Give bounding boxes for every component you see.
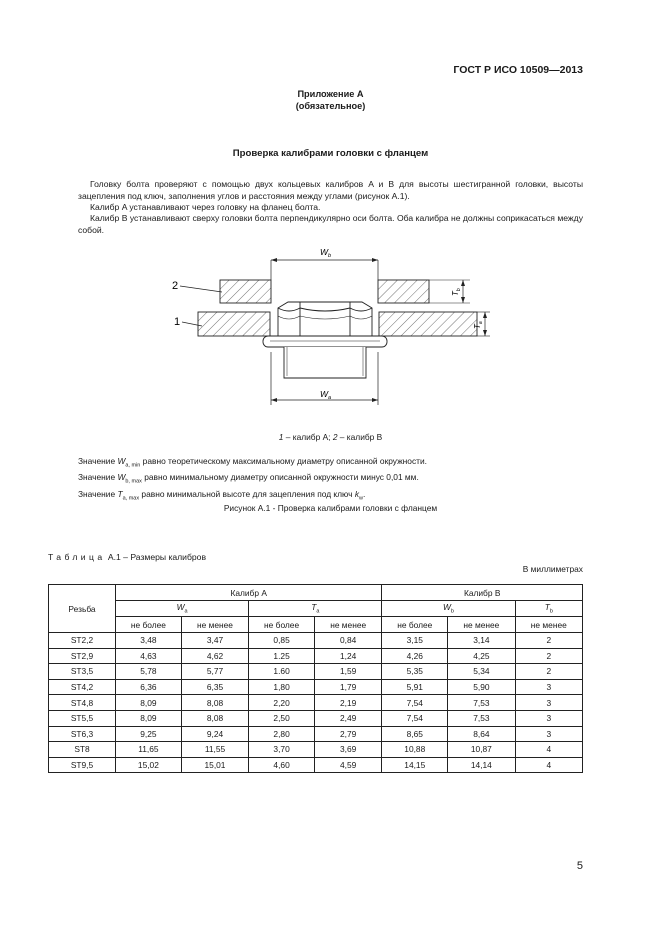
header-min: не менее	[314, 617, 381, 633]
table-cell: 4,25	[448, 648, 515, 664]
table-cell: 4,62	[181, 648, 248, 664]
table-cell: 9,24	[181, 726, 248, 742]
appendix-title: Приложение А	[297, 89, 364, 99]
thread-cell: ST2,2	[49, 633, 116, 649]
table-cell: 8,64	[448, 726, 515, 742]
table-cell: 4,60	[249, 757, 315, 773]
page-number: 5	[576, 860, 583, 872]
table-title: Таблица А.1 – Размеры калибров	[48, 552, 207, 562]
table-cell: 7,54	[382, 710, 448, 726]
table-cell: 3,47	[181, 633, 248, 649]
table-cell: 4,59	[314, 757, 381, 773]
table-cell: 5,35	[382, 664, 448, 680]
table-cell: 3,15	[382, 633, 448, 649]
table-row	[49, 710, 583, 726]
table-cell: 7,54	[382, 695, 448, 711]
table-cell: 7,53	[448, 710, 515, 726]
thread-cell: ST9,5	[49, 757, 116, 773]
table-cell: 5,77	[181, 664, 248, 680]
header-min: не менее	[515, 617, 582, 633]
header-min: не менее	[181, 617, 248, 633]
bolt-head	[263, 302, 387, 378]
table-cell: 14,14	[448, 757, 515, 773]
svg-text:1: 1	[174, 316, 181, 328]
header-ta: $T_a$	[249, 601, 382, 617]
table-cell: 2,79	[314, 726, 381, 742]
paragraph-2: Калибр A устанавливают через головку на фланец болта.	[90, 202, 321, 212]
ta-label: $T_a$	[473, 321, 484, 329]
table-cell: 3	[515, 726, 582, 742]
table-cell: 4	[515, 757, 582, 773]
thread-cell: ST4,2	[49, 679, 116, 695]
header-max: не более	[116, 617, 182, 633]
header-gauge-a: Калибр A	[116, 585, 382, 601]
table-cell: 1.25	[249, 648, 315, 664]
table-cell: 2,20	[249, 695, 315, 711]
table-cell: 5,78	[116, 664, 182, 680]
table-cell: 11,65	[116, 742, 182, 758]
table-cell: 1.60	[249, 664, 315, 680]
figure-notes	[78, 456, 427, 505]
thread-cell: ST2,9	[49, 648, 116, 664]
table-cell: 8,08	[181, 710, 248, 726]
table-row	[49, 648, 583, 664]
table-cell: 2,50	[249, 710, 315, 726]
table-cell: 7,53	[448, 695, 515, 711]
table-cell: 1,24	[314, 648, 381, 664]
thread-cell: ST6,3	[49, 726, 116, 742]
table-cell: 9,25	[116, 726, 182, 742]
header-wa: $W_a$	[116, 601, 249, 617]
table-cell: 10,87	[448, 742, 515, 758]
table-cell: 3,69	[314, 742, 381, 758]
tb-label: $T_b$	[451, 288, 462, 296]
table-cell: 1,79	[314, 679, 381, 695]
header-thread: Резьба	[49, 585, 116, 633]
table-cell: 3,70	[249, 742, 315, 758]
appendix-status: (обязательное)	[295, 101, 366, 111]
table-cell: 11,55	[181, 742, 248, 758]
leader-2	[172, 280, 222, 292]
table-cell: 0,85	[249, 633, 315, 649]
table-cell: 10,88	[382, 742, 448, 758]
table-cell: 1,80	[249, 679, 315, 695]
table-cell: 8,08	[181, 695, 248, 711]
table-row	[49, 679, 583, 695]
table-cell: 6,35	[181, 679, 248, 695]
header-max: не более	[382, 617, 448, 633]
gauge-dimensions-table	[48, 584, 583, 773]
table-body	[49, 633, 583, 773]
table-units: В миллиметрах	[522, 564, 583, 574]
figure-caption: Рисунок А.1 - Проверка калибрами головки с фланцем	[223, 503, 438, 513]
table-row	[49, 664, 583, 680]
table-row	[49, 695, 583, 711]
appendix-heading	[0, 88, 661, 112]
table-cell: 3,14	[448, 633, 515, 649]
section-title: Проверка калибрами головки с фланцем	[232, 148, 429, 159]
header-tb: $T_b$	[515, 601, 582, 617]
table-cell: 0,84	[314, 633, 381, 649]
table-cell: 3	[515, 710, 582, 726]
table-cell: 2	[515, 633, 582, 649]
table-row	[49, 757, 583, 773]
gauge-b-ring	[220, 280, 429, 303]
table-cell: 2	[515, 648, 582, 664]
table-cell: 14,15	[382, 757, 448, 773]
table-header-row	[49, 585, 583, 601]
table-limits-row	[49, 617, 583, 633]
table-cell: 2	[515, 664, 582, 680]
table-cell: 15,01	[181, 757, 248, 773]
table-cell: 4	[515, 742, 582, 758]
note-wb: Значение $W_{b, max}$ равно минимальному диаметру описанной окружности минус 0,01 мм.	[78, 472, 419, 485]
wb-label: $W_b$	[320, 247, 332, 259]
note-wa: Значение $W_{a, min}$ равно теоретическому максимальному диаметру описанной окружности.	[78, 456, 427, 469]
dimension-tb	[429, 280, 470, 303]
table-cell: 3	[515, 679, 582, 695]
table-cell: 15,02	[116, 757, 182, 773]
table-cell: 3,48	[116, 633, 182, 649]
table-cell: 2,49	[314, 710, 381, 726]
thread-cell: ST4,8	[49, 695, 116, 711]
svg-text:2: 2	[172, 280, 179, 292]
table-subheader-row	[49, 601, 583, 617]
paragraph-1: Головку болта проверяют с помощью двух кольцевых калибров A и B для высоты шестигранной головки, высоты зацепления под ключ, заполнения углов и расстояния между углами (рисунок А.1).	[78, 179, 583, 201]
table-row	[49, 726, 583, 742]
header-wb: $W_b$	[382, 601, 515, 617]
thread-cell: ST3,5	[49, 664, 116, 680]
table-cell: 2,19	[314, 695, 381, 711]
wa-label: $W_a$	[320, 389, 332, 401]
standard-designation: ГОСТ Р ИСО 10509—2013	[453, 64, 583, 76]
header-gauge-b: Калибр B	[382, 585, 583, 601]
paragraph-3: Калибр В устанавливают сверху головки болта перпендикулярно оси болта. Оба калибра не должны соприкасаться между собой.	[78, 213, 583, 235]
table-cell: 1,59	[314, 664, 381, 680]
header-max: не более	[249, 617, 315, 633]
table-cell: 4,26	[382, 648, 448, 664]
table-cell: 8,65	[382, 726, 448, 742]
table-cell: 8,09	[116, 695, 182, 711]
table-cell: 5,90	[448, 679, 515, 695]
table-cell: 5,34	[448, 664, 515, 680]
dimension-wb	[271, 247, 378, 280]
table-cell: 4,63	[116, 648, 182, 664]
table-cell: 2,80	[249, 726, 315, 742]
table-cell: 3	[515, 695, 582, 711]
table-row	[49, 742, 583, 758]
figure-legend: 1 – калибр A; 2 – калибр B	[278, 432, 383, 442]
note-ta: Значение $T_{a, max}$ равно минимальной высоте для зацепления под ключ $k_w$.	[78, 488, 366, 502]
table-row	[49, 633, 583, 649]
thread-cell: ST5,5	[49, 710, 116, 726]
table-cell: 6,36	[116, 679, 182, 695]
gauge-figure	[160, 240, 500, 420]
thread-cell: ST8	[49, 742, 116, 758]
header-min: не менее	[448, 617, 515, 633]
table-cell: 5,91	[382, 679, 448, 695]
table-cell: 8,09	[116, 710, 182, 726]
